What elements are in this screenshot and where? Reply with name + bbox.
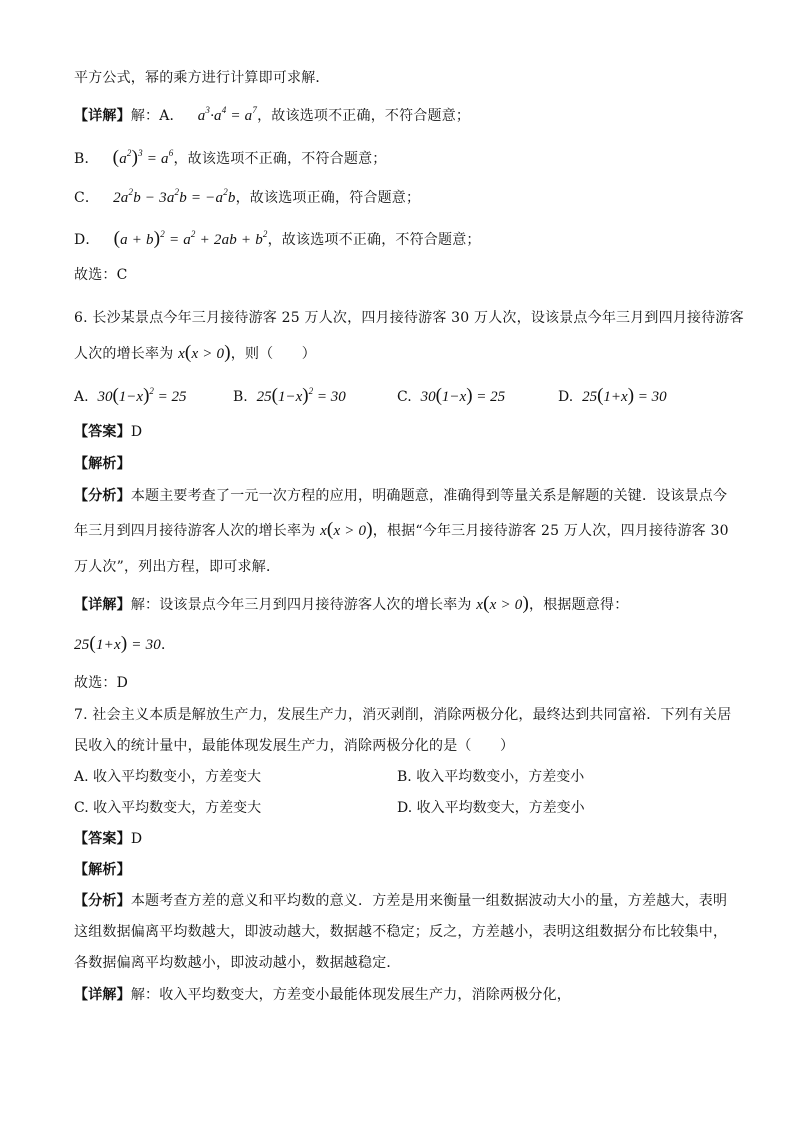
detail-tag: 【详解】 [74, 108, 131, 124]
option-b-formula: $25(1-x)^2 = 30$ [256, 385, 346, 406]
q6-stem-line-1: 6. 长沙某景点今年三月接待游客 25 万人次，四月接待游客 30 万人次，设该景点今年三月到四月接待游客 [74, 310, 744, 326]
q7-stem-line-2: 民收入的统计量中，最能体现发展生产力，消除两极分化的是（ ） [74, 738, 515, 754]
formula-a: $a^3\cdot a^4 = a^7$ [197, 105, 258, 124]
q7-option-d: D. 收入平均数变大，方差变小 [397, 800, 585, 816]
q5-intro-tail: 平方公式，幂的乘方进行计算即可求解． [74, 70, 330, 86]
equation-formula: 25(1+x) = 30 [74, 633, 161, 654]
q6-option-d: D. 25(1+x) = 30 [558, 385, 667, 406]
q7-fenxi-line-1: 【分析】本题考查方差的意义和平均数的意义．方差是用来衡量一组数据波动大小的量，方差越大，表明 [74, 893, 728, 909]
q6-equation: 25(1+x) = 30． [74, 633, 176, 654]
q7-analysis-heading: 【解析】 [74, 862, 131, 878]
q7-answer: 【答案】D [74, 831, 143, 847]
q5-detail-line-a: 【详解】解：A． $a^3\cdot a^4 = a^7$，故该选项不正确，不符合题意； [74, 105, 471, 124]
formula-d: $(a + b)^2 = a^2 + 2ab + b^2$ [113, 228, 268, 249]
option-a-formula: $30(1-x)^2 = 25$ [97, 385, 187, 406]
formula-c: $2a^2b - 3a^2b = -a^2b$ [113, 187, 236, 206]
q5-detail-line-b: B． $(a^2)^3 = a^6$，故该选项不正确，不符合题意； [74, 147, 387, 168]
option-d-formula: 25(1+x) = 30 [582, 385, 667, 406]
q6-fenxi-line-3: 万人次”，列出方程，即可求解． [74, 559, 281, 575]
q5-answer: 故选：C [74, 267, 128, 283]
q7-option-c: C. 收入平均数变大，方差变大 [74, 800, 262, 816]
q7-option-b: B. 收入平均数变小，方差变小 [397, 769, 585, 785]
q6-fenxi-line-2: 年三月到四月接待游客人次的增长率为 x(x > 0)，根据“今年三月接待游客 25 万人次，四月接待游客 30 [74, 519, 729, 540]
q6-stem-line-2: 人次的增长率为 x(x > 0)，则（ ） [74, 342, 316, 363]
q6-answer: 【答案】D [74, 424, 143, 440]
q5-detail-line-c: C． $2a^2b - 3a^2b = -a^2b$，故该选项正确，符合题意； [74, 187, 421, 206]
q6-fenxi-line-1: 【分析】本题主要考查了一元一次方程的应用，明确题意，准确得到等量关系是解题的关键．设该景点今 [74, 488, 728, 504]
q7-option-a: A. 收入平均数变小，方差变大 [74, 769, 262, 785]
q6-option-c: C. 30(1−x) = 25 [397, 385, 506, 406]
formula-b: $(a^2)^3 = a^6$ [112, 147, 174, 168]
q6-analysis-heading: 【解析】 [74, 456, 131, 472]
q7-fenxi-line-3: 各数据偏离平均数越小，即波动越小，数据越稳定． [74, 955, 401, 971]
q6-detail: 【详解】解：设该景点今年三月到四月接待游客人次的增长率为 x(x > 0)，根据题意得： [74, 593, 629, 614]
q5-detail-line-d: D． $(a + b)^2 = a^2 + 2ab + b^2$，故该选项不正确，不符合题意； [74, 228, 481, 249]
q6-option-b: B. $25(1-x)^2 = 30$ [233, 385, 346, 406]
option-c-formula: 30(1−x) = 25 [420, 385, 506, 406]
q6-choose: 故选：D [74, 675, 129, 691]
q7-fenxi-line-2: 这组数据偏离平均数越大，即波动越大，数据越不稳定；反之，方差越小，表明这组数据分布比较集中， [74, 924, 728, 940]
growth-rate-var: x(x > 0) [178, 342, 231, 363]
q6-option-a: A. $30(1-x)^2 = 25$ [74, 385, 187, 406]
q7-stem-line-1: 7. 社会主义本质是解放生产力，发展生产力，消灭剥削，消除两极分化，最终达到共同富裕．下列有关居 [74, 707, 732, 723]
q7-detail: 【详解】解：收入平均数变大，方差变小最能体现发展生产力，消除两极分化， [74, 987, 572, 1003]
